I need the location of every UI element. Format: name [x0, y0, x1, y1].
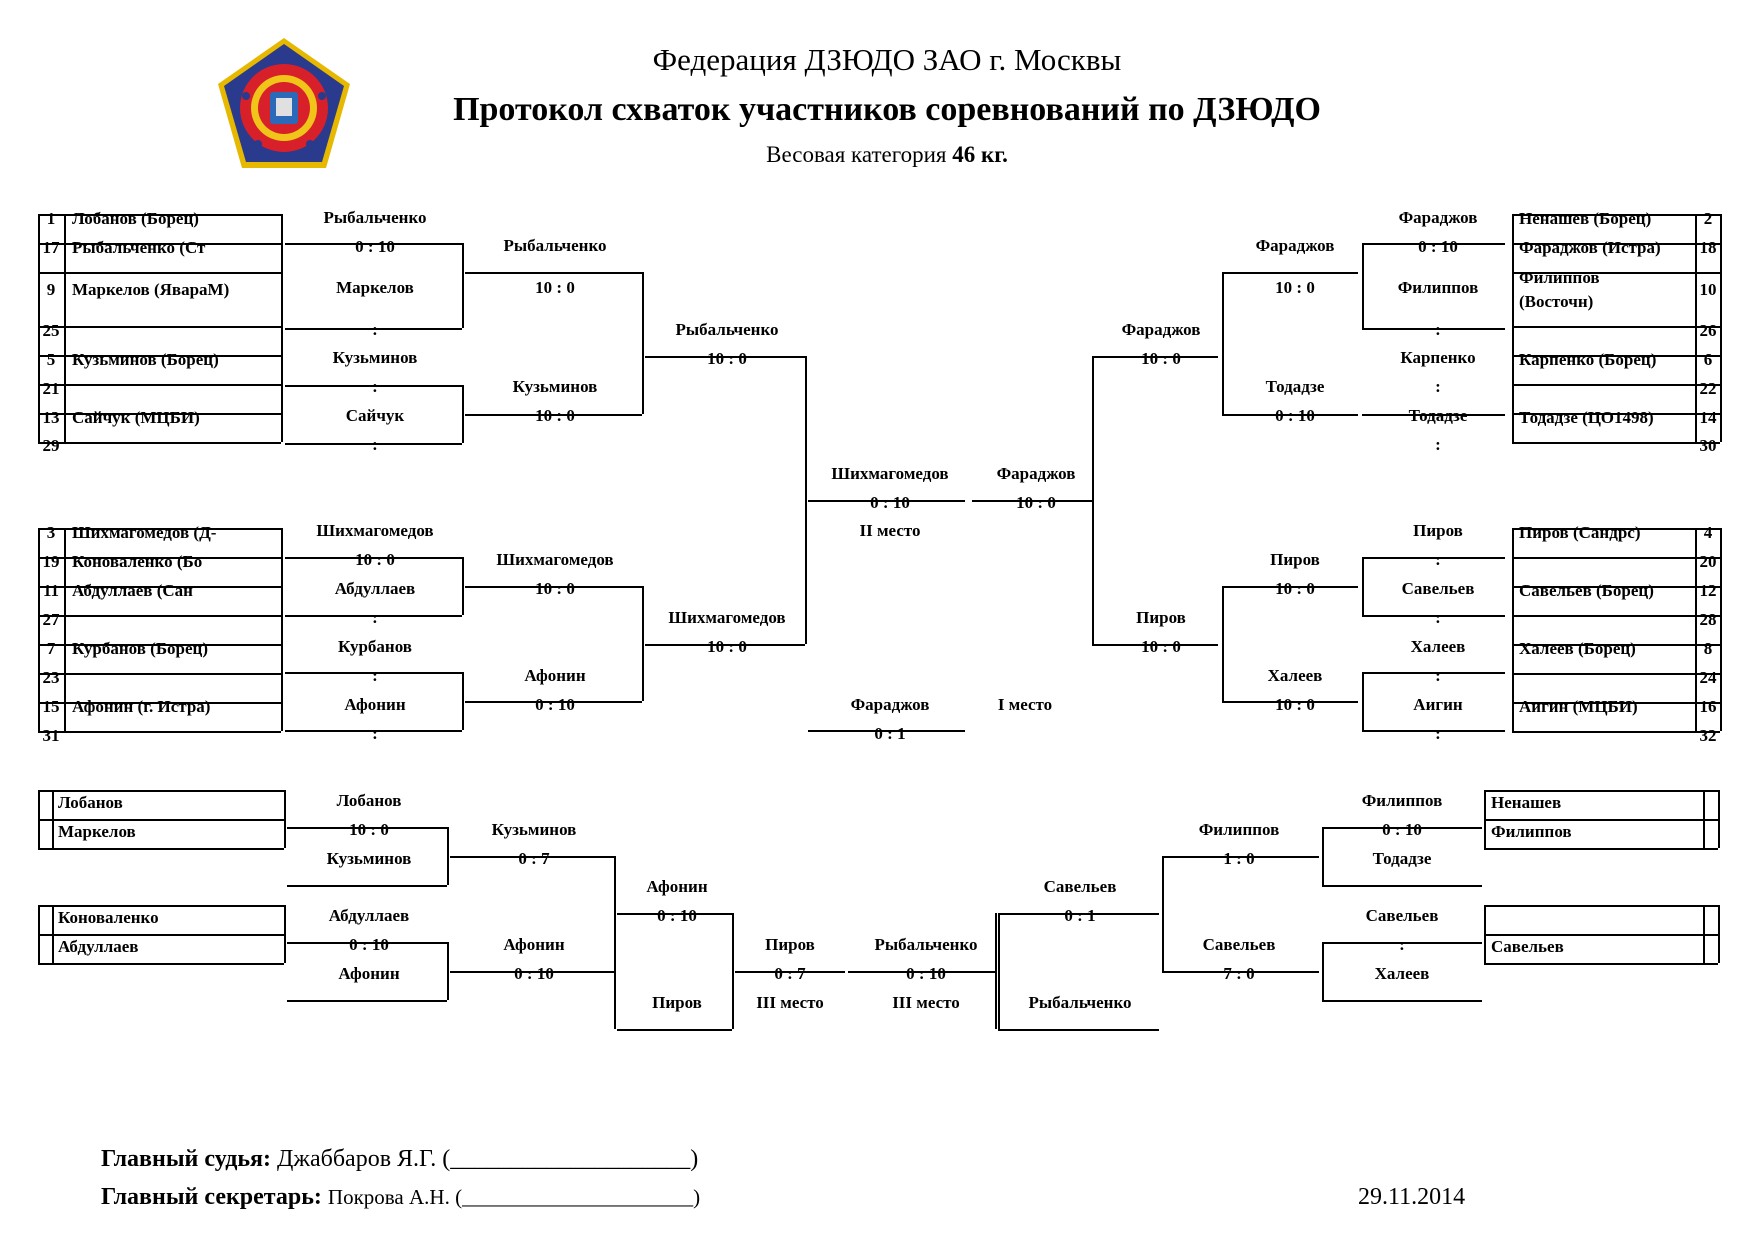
bracket-text: 10 : 0: [355, 550, 395, 569]
bracket-text: 18: [1699, 238, 1717, 257]
bracket-text: :: [1435, 608, 1441, 627]
bracket-text: Филиппов: [1361, 791, 1443, 810]
bracket-text: 10 : 0: [1141, 637, 1181, 656]
bracket-text: Абдуллаев: [58, 937, 139, 956]
bracket-text: 0 : 10: [870, 493, 910, 512]
bracket-text: Тодадзе (ЦО1498): [1519, 408, 1654, 427]
bracket-text: 32: [1699, 726, 1717, 745]
bracket-text: 10 : 0: [1016, 493, 1056, 512]
bracket-text: 0 : 10: [349, 935, 389, 954]
bracket-text: :: [372, 608, 378, 627]
bracket-text: 1 : 0: [1223, 849, 1255, 868]
bracket-text: 1: [46, 209, 56, 228]
bracket-text: Пиров: [765, 935, 815, 954]
bracket-text: 26: [1699, 321, 1717, 340]
bracket-text: 10 : 0: [535, 579, 575, 598]
bracket-text: 27: [42, 610, 60, 629]
bracket-text: :: [372, 435, 378, 454]
bracket-text: 0 : 10: [535, 695, 575, 714]
bracket-text: Коноваленко: [58, 908, 159, 927]
bracket-text: :: [1435, 320, 1441, 339]
bracket-text: Ненашев: [1491, 793, 1562, 812]
bracket-text: 15: [42, 697, 60, 716]
bracket-text: II место: [859, 521, 921, 540]
bracket-text: Филиппов: [1491, 822, 1572, 841]
bracket-text: Савельев: [1043, 877, 1117, 896]
bracket-text: 3: [46, 523, 56, 542]
bracket-text: :: [1399, 935, 1405, 954]
bracket-text: 0 : 1: [1064, 906, 1096, 925]
bracket-text: Халеев: [1374, 964, 1430, 983]
bracket-text: 10 : 0: [1275, 695, 1315, 714]
bracket-text: 20: [1699, 552, 1717, 571]
bracket-text: Рыбальченко: [675, 320, 779, 339]
bracket-text: Кузьминов: [326, 849, 412, 868]
bracket-text: Пиров: [1270, 550, 1320, 569]
date: 29.11.2014: [1358, 1184, 1466, 1210]
bracket-text: Сайчук (МЦБИ): [72, 408, 200, 427]
bracket-text: Фараджов: [1121, 320, 1201, 339]
bracket-text: Маркелов: [58, 822, 136, 841]
bracket-text: 28: [1699, 610, 1717, 629]
bracket-text: 2: [1703, 209, 1713, 228]
bracket-text: :: [372, 377, 378, 396]
bracket-text: 30: [1699, 436, 1717, 455]
bracket-text: 7: [46, 639, 56, 658]
bracket-text: 5: [46, 350, 56, 369]
bracket-text: :: [372, 666, 378, 685]
bracket-text: 0 : 10: [1418, 237, 1458, 256]
bracket-text: 12: [1699, 581, 1717, 600]
chief-judge: Главный судья: Джаббаров Я.Г. (____________________): [101, 1146, 699, 1172]
bracket-text: 10 : 0: [1275, 278, 1315, 297]
bracket-text: Пиров: [652, 993, 702, 1012]
federation-title: Федерация ДЗЮДО ЗАО г. Москвы: [652, 42, 1122, 77]
bracket-text: 10 : 0: [1275, 579, 1315, 598]
bracket-text: Лобанов: [336, 791, 402, 810]
bracket-text: Сайчук: [345, 406, 405, 425]
bracket-text: Кузьминов: [332, 348, 418, 367]
bracket-text: Кузьминов: [512, 377, 598, 396]
bracket-text: Абдуллаев: [334, 579, 416, 598]
bracket-text: 13: [42, 408, 60, 427]
bracket-text: Пиров: [1136, 608, 1186, 627]
bracket-text: Аигин: [1413, 695, 1463, 714]
bracket-text: Халеев: [1267, 666, 1323, 685]
bracket-text: Шихмагомедов: [831, 464, 949, 483]
bracket-text: Тодадзе: [1372, 849, 1432, 868]
bracket-text: Фараджов (Истра): [1519, 238, 1661, 257]
bracket-text: Филиппов: [1519, 268, 1600, 287]
bracket-text: :: [1435, 666, 1441, 685]
bracket-text: 21: [42, 379, 60, 398]
bracket-text: III место: [756, 993, 824, 1012]
bracket-text: 14: [1699, 408, 1717, 427]
bracket-text: 10 : 0: [535, 406, 575, 425]
bracket-text: III место: [892, 993, 960, 1012]
bracket-text: 23: [42, 668, 60, 687]
bracket-text: 9: [46, 280, 56, 299]
bracket-text: Шихмагомедов: [496, 550, 614, 569]
bracket-text: Халеев (Борец): [1519, 639, 1636, 658]
bracket-text: Лобанов (Борец): [72, 209, 199, 228]
bracket-text: Савельев: [1202, 935, 1276, 954]
bracket-text: Рыбальченко: [874, 935, 978, 954]
bracket-text: 0 : 7: [518, 849, 550, 868]
bracket-text: Фараджов: [850, 695, 930, 714]
bracket-text: 4: [1703, 523, 1713, 542]
bracket-text: 22: [1699, 379, 1717, 398]
bracket-text: :: [372, 724, 378, 743]
bracket-text: Савельев: [1365, 906, 1439, 925]
bracket-text: 10 : 0: [535, 278, 575, 297]
bracket-text: :: [1435, 377, 1441, 396]
bracket-text: 0 : 1: [874, 724, 906, 743]
bracket-text: Шихмагомедов: [316, 521, 434, 540]
bracket-text: Ненашев (Борец): [1519, 209, 1652, 228]
bracket-text: Маркелов: [336, 278, 414, 297]
bracket-text: 10: [1699, 280, 1717, 299]
bracket-text: :: [372, 320, 378, 339]
bracket-text: Лобанов: [58, 793, 123, 812]
bracket-text: :: [1435, 550, 1441, 569]
bracket-text: Курбанов: [338, 637, 412, 656]
bracket-text: :: [1435, 435, 1441, 454]
bracket-text: 6: [1703, 350, 1713, 369]
bracket-text: 0 : 10: [1275, 406, 1315, 425]
bracket-text: Афонин: [344, 695, 406, 714]
bracket-text: 0 : 10: [906, 964, 946, 983]
bracket-text: 0 : 10: [355, 237, 395, 256]
bracket-text: Аигин (МЦБИ): [1519, 697, 1638, 716]
bracket-text: Пиров: [1413, 521, 1463, 540]
bracket-text: Савельев (Борец): [1519, 581, 1654, 600]
bracket-text: 7 : 0: [1223, 964, 1255, 983]
bracket-text: Афонин: [338, 964, 400, 983]
bracket-text: 10 : 0: [1141, 349, 1181, 368]
bracket-text: Филиппов: [1198, 820, 1280, 839]
bracket-text: 24: [1699, 668, 1717, 687]
bracket-text: Афонин: [503, 935, 565, 954]
bracket-text: Карпенко (Борец): [1519, 350, 1657, 369]
bracket-text: 10 : 0: [707, 637, 747, 656]
bracket-text: Коноваленко (Бо: [72, 552, 203, 571]
bracket-text: :: [1435, 724, 1441, 743]
bracket-text: Фараджов: [996, 464, 1076, 483]
bracket-text: 0 : 10: [514, 964, 554, 983]
protocol-title: Протокол схваток участников соревнований по ДЗЮДО: [453, 91, 1321, 128]
bracket-text: (Восточн): [1519, 292, 1594, 311]
bracket-text: 29: [42, 436, 60, 455]
chief-secretary: Главный секретарь: Покрова А.Н. (______________________): [101, 1184, 701, 1210]
bracket-text: Курбанов (Борец): [72, 639, 209, 658]
weight-category: Весовая категория 46 кг.: [766, 142, 1008, 167]
bracket-text: Фараджов: [1255, 236, 1335, 255]
bracket-text: Абдуллаев: [328, 906, 410, 925]
bracket-text: Кузьминов (Борец): [72, 350, 219, 369]
bracket-text: Маркелов (ЯвараМ): [72, 280, 230, 299]
bracket-text: Тодадзе: [1408, 406, 1468, 425]
bracket-text: 11: [42, 581, 60, 600]
bracket-text: Карпенко: [1400, 348, 1476, 367]
bracket-text: Шихмагомедов: [668, 608, 786, 627]
bracket-text: Рыбальченко: [503, 236, 607, 255]
bracket-text: 8: [1703, 639, 1713, 658]
bracket-text: 25: [42, 321, 60, 340]
bracket-text: Савельев: [1401, 579, 1475, 598]
bracket-text: 0 : 10: [1382, 820, 1422, 839]
bracket-text: Афонин: [646, 877, 708, 896]
bracket-text: Филиппов: [1397, 278, 1479, 297]
bracket-text: Фараджов: [1398, 208, 1478, 227]
bracket-text: 10 : 0: [707, 349, 747, 368]
bracket-text: 19: [42, 552, 60, 571]
bracket-text: Шихмагомедов (Д-: [72, 523, 217, 542]
bracket-text: Афонин (г. Истра): [72, 697, 211, 716]
bracket-text: Рыбальченко: [1028, 993, 1132, 1012]
bracket-text: Афонин: [524, 666, 586, 685]
bracket-text: 10 : 0: [349, 820, 389, 839]
bracket-text: 0 : 10: [657, 906, 697, 925]
bracket-text: Рыбальченко (Ст: [72, 238, 206, 257]
bracket-text: 16: [1699, 697, 1717, 716]
bracket-text: 17: [42, 238, 60, 257]
bracket-text: Тодадзе: [1265, 377, 1325, 396]
bracket-text: 0 : 7: [774, 964, 806, 983]
bracket-text: Пиров (Сандрс): [1519, 523, 1641, 542]
bracket-text: Савельев: [1491, 937, 1564, 956]
bracket-text: 31: [42, 726, 60, 745]
bracket-text: Халеев: [1410, 637, 1466, 656]
bracket-text: Рыбальченко: [323, 208, 427, 227]
bracket-text: Абдуллаев (Сан: [72, 581, 193, 600]
bracket-text: I место: [997, 695, 1053, 714]
bracket-text: Кузьминов: [491, 820, 577, 839]
